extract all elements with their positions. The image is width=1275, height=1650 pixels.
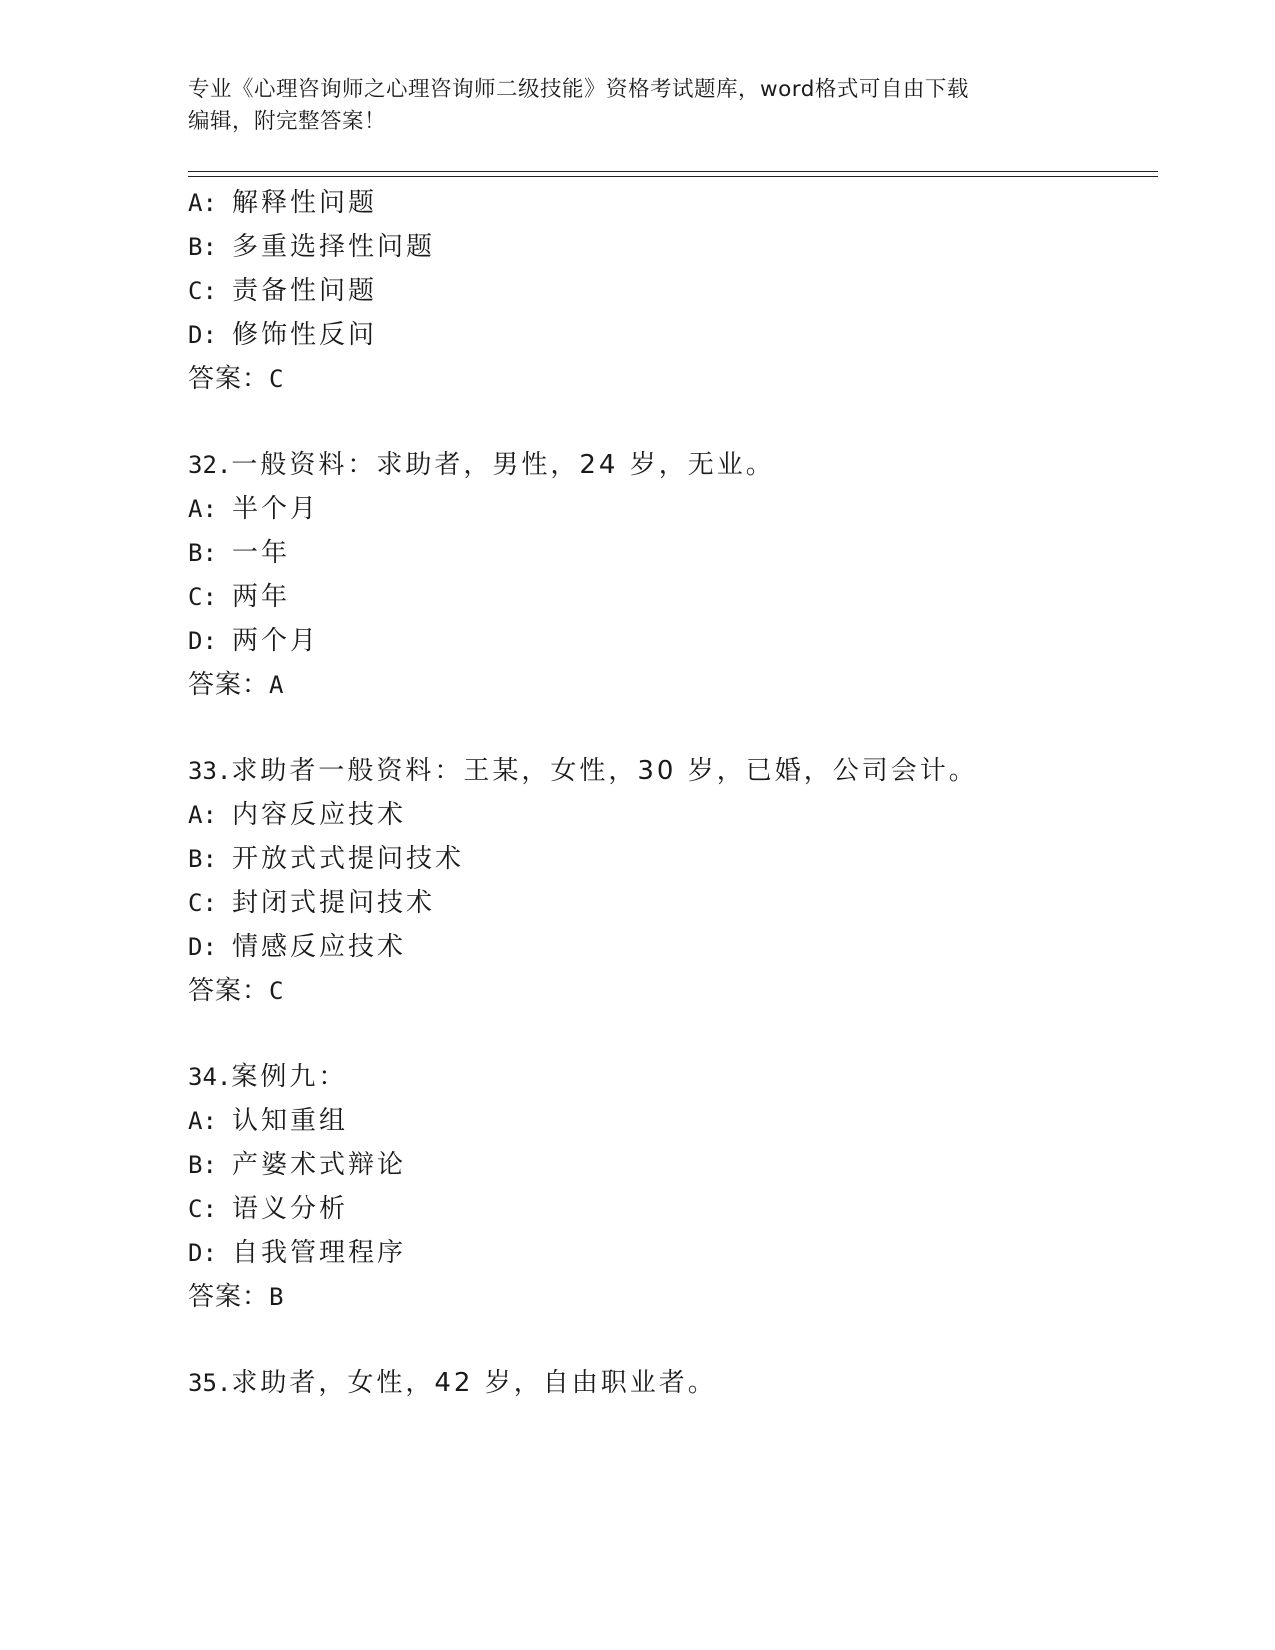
question-text: 求助者一般资料：王某，女性，30 岁，已婚，公司会计。 xyxy=(231,756,978,786)
option-text: 语义分析 xyxy=(232,1194,349,1224)
answer-label: 答案： xyxy=(188,976,270,1006)
option-letter: A: xyxy=(188,1107,217,1135)
option-text: 认知重组 xyxy=(232,1106,349,1136)
option-letter: C: xyxy=(188,1195,217,1223)
option-letter: D: xyxy=(188,627,217,655)
option-d xyxy=(188,931,406,963)
option-text: 解释性问题 xyxy=(232,188,378,218)
option-a xyxy=(188,1105,348,1137)
option-d xyxy=(188,319,377,351)
option-text: 两个月 xyxy=(232,626,320,656)
answer-line xyxy=(188,1281,283,1313)
answer-value: C xyxy=(269,977,284,1005)
question-number: 34. xyxy=(188,1063,232,1091)
header-divider-bottom xyxy=(188,176,1158,177)
option-c xyxy=(188,581,290,613)
option-b xyxy=(188,231,435,263)
option-letter: B: xyxy=(188,1151,217,1179)
question-stem xyxy=(188,449,775,481)
option-c xyxy=(188,1193,348,1225)
option-letter: C: xyxy=(188,889,217,917)
option-text: 自我管理程序 xyxy=(232,1238,407,1268)
option-text: 多重选择性问题 xyxy=(232,232,436,262)
option-letter: C: xyxy=(188,277,217,305)
option-letter: A: xyxy=(188,495,217,523)
option-d xyxy=(188,1237,406,1269)
option-b xyxy=(188,843,464,875)
option-text: 开放式式提问技术 xyxy=(232,844,465,874)
option-letter: A: xyxy=(188,189,217,217)
option-letter: C: xyxy=(188,583,217,611)
option-d xyxy=(188,625,319,657)
question-text: 求助者，女性，42 岁，自由职业者。 xyxy=(231,1368,717,1398)
option-letter: D: xyxy=(188,933,217,961)
option-text: 责备性问题 xyxy=(232,276,378,306)
option-text: 情感反应技术 xyxy=(232,932,407,962)
question-number: 35. xyxy=(188,1369,232,1397)
document-header xyxy=(188,74,1088,138)
question-stem xyxy=(188,1061,347,1093)
option-b xyxy=(188,1149,406,1181)
question-text: 案例九： xyxy=(231,1062,348,1092)
option-text: 封闭式提问技术 xyxy=(232,888,436,918)
answer-label: 答案： xyxy=(188,364,270,394)
option-a xyxy=(188,799,406,831)
question-text: 一般资料：求助者，男性，24 岁，无业。 xyxy=(231,450,775,480)
question-stem xyxy=(188,755,978,787)
option-a xyxy=(188,187,377,219)
answer-value: C xyxy=(269,365,284,393)
option-c xyxy=(188,275,377,307)
option-text: 内容反应技术 xyxy=(232,800,407,830)
option-text: 产婆术式辩论 xyxy=(232,1150,407,1180)
answer-value: A xyxy=(269,671,284,699)
option-letter: B: xyxy=(188,845,217,873)
answer-label: 答案： xyxy=(188,670,270,700)
question-number: 33. xyxy=(188,757,232,785)
answer-label: 答案： xyxy=(188,1282,270,1312)
answer-line xyxy=(188,363,283,395)
question-number: 32. xyxy=(188,451,232,479)
option-letter: D: xyxy=(188,321,217,349)
answer-line xyxy=(188,669,283,701)
option-b xyxy=(188,537,290,569)
question-stem xyxy=(188,1367,717,1399)
option-text: 修饰性反问 xyxy=(232,320,378,350)
option-text: 两年 xyxy=(232,582,291,612)
option-text: 半个月 xyxy=(232,494,320,524)
header-line-1: 专业《心理咨询师之心理咨询师二级技能》资格考试题库，word格式可自由下载 xyxy=(188,77,969,102)
option-a xyxy=(188,493,319,525)
option-letter: A: xyxy=(188,801,217,829)
answer-line xyxy=(188,975,283,1007)
option-c xyxy=(188,887,435,919)
option-letter: B: xyxy=(188,539,217,567)
answer-value: B xyxy=(269,1283,284,1311)
option-letter: D: xyxy=(188,1239,217,1267)
header-divider-top xyxy=(188,171,1158,172)
option-letter: B: xyxy=(188,233,217,261)
option-text: 一年 xyxy=(232,538,291,568)
header-line-2: 编辑，附完整答案！ xyxy=(188,109,387,134)
